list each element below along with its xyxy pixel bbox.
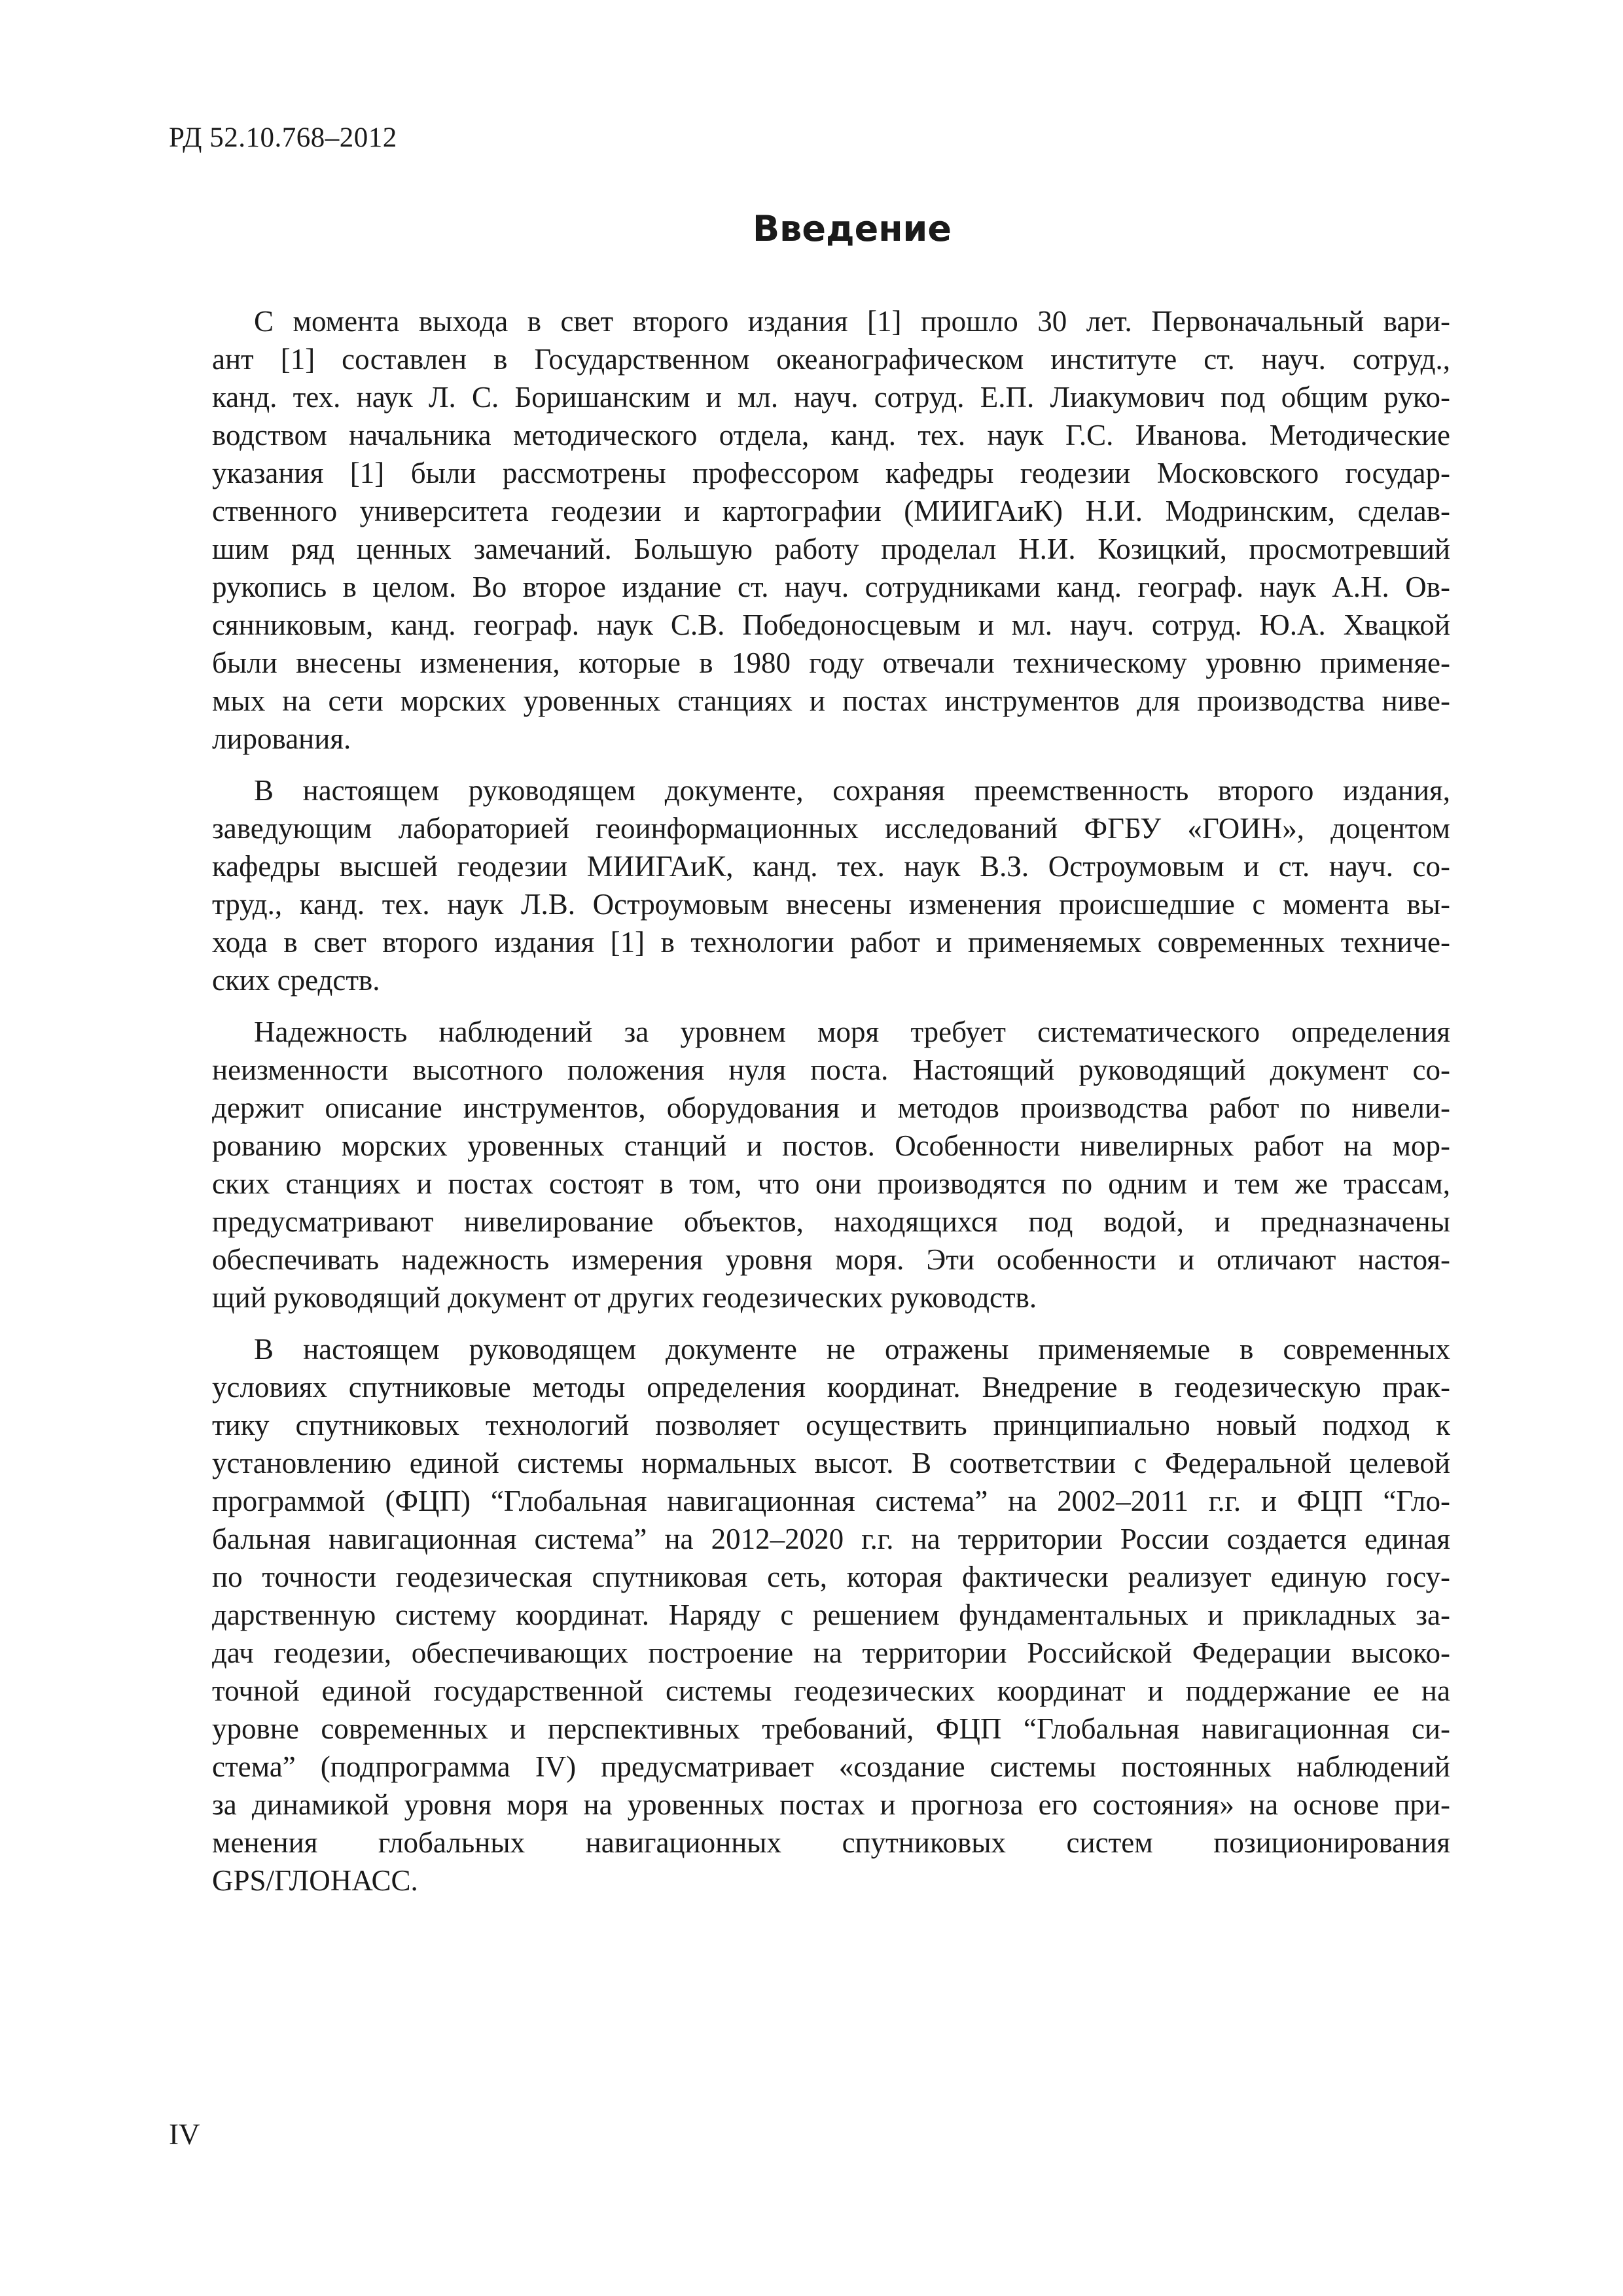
paragraph-line: программой (ФЦП) “Глобальная навигационная система” на 2002–2011 г.г. и ФЦП “Гло- (212, 1485, 1450, 1517)
paragraph (212, 1330, 1450, 1899)
paragraph-line: неизменности высотного положения нуля поста. Настоящий руководящий документ со- (212, 1053, 1450, 1086)
paragraph-line: дарственную систему координат. Наряду с решением фундаментальных и прикладных за- (212, 1598, 1450, 1631)
paragraph-line: мых на сети морских уровенных станциях и постах инструментов для производства нивe- (212, 684, 1450, 717)
paragraph-line: предусматривают нивелирование объектов, находящихся под водой, и предназначены (212, 1205, 1450, 1238)
paragraph-line: условиях спутниковые методы определения координат. Внедрение в геодезическую прак- (212, 1371, 1450, 1404)
page-number: IV (169, 2118, 200, 2151)
paragraph-line: указания [1] были рассмотрены профессором кафедры геодезии Московского государ- (212, 457, 1450, 489)
paragraph-line: рукопись в целом. Во второе издание ст. науч. сотрудниками канд. географ. наук А.Н. Ов- (212, 571, 1450, 603)
paragraph-line: сянниковым, канд. географ. наук С.В. Победоносцевым и мл. науч. сотруд. Ю.А. Хвацкой (212, 609, 1450, 641)
paragraph-line: стема” (подпрограмма IV) предусматривает «создание системы постоянных наблюдений (212, 1750, 1450, 1783)
section-title: Введение (753, 208, 952, 249)
paragraph-line: обеспечивать надежность измерения уровня моря. Эти особенности и отличают настоя- (212, 1243, 1450, 1276)
document-code: РД 52.10.768–2012 (169, 122, 397, 153)
paragraph-line: ственного университета геодезии и картографии (МИИГАиК) Н.И. Модринским, сделав- (212, 495, 1450, 527)
paragraph-line: держит описание инструментов, оборудования и методов производства работ по нивели- (212, 1091, 1450, 1124)
paragraph-line: дач геодезии, обеспечивающих построение на территории Российской Федерации высоко- (212, 1636, 1450, 1669)
paragraph (212, 1013, 1450, 1316)
paragraph-line: В настоящем руководящем документе, сохраняя преемственность второго издания, (254, 774, 1450, 807)
paragraph (212, 771, 1450, 999)
paragraph-line: водством начальника методического отдела, канд. тех. наук Г.С. Иванова. Методические (212, 419, 1450, 451)
paragraph-line: менения глобальных навигационных спутниковых систем позиционирования (212, 1826, 1450, 1859)
paragraph-line: по точности геодезическая спутниковая сеть, которая фактически реализует единую госу- (212, 1561, 1450, 1593)
paragraph-line: бальная навигационная система” на 2012–2020 г.г. на территории России создается единая (212, 1523, 1450, 1555)
paragraph (212, 302, 1450, 758)
paragraph-line: точной единой государственной системы геодезических координат и поддержание ее на (212, 1674, 1450, 1707)
paragraph-line: за динамикой уровня моря на уровенных постах и прогноза его состояния» на основе при- (212, 1788, 1450, 1821)
paragraph-line: ских станциях и постах состоят в том, что они производятся по одним и тем же трассам, (212, 1167, 1450, 1200)
paragraph-line: заведующим лабораторией геоинформационных исследований ФГБУ «ГОИН», доцентом (212, 812, 1450, 845)
paragraph-line: ант [1] составлен в Государственном океанографическом институте ст. науч. сотруд., (212, 343, 1450, 376)
paragraph-line: рованию морских уровенных станций и постов. Особенности нивелирных работ на мор- (212, 1129, 1450, 1162)
paragraph-line: установлению единой системы нормальных высот. В соответствии с Федеральной целевой (212, 1447, 1450, 1479)
document-body (212, 302, 1450, 1913)
paragraph-line: труд., канд. тех. наук Л.В. Остроумовым внесены изменения происшедшие с момента вы- (212, 888, 1450, 921)
paragraph-line: хода в свет второго издания [1] в технологии работ и применяемых современных техниче- (212, 926, 1450, 959)
paragraph-line: уровне современных и перспективных требований, ФЦП “Глобальная навигационная си- (212, 1712, 1450, 1745)
paragraph-line: Надежность наблюдений за уровнем моря требует систематического определения (254, 1016, 1450, 1048)
paragraph-line: кафедры высшей геодезии МИИГАиК, канд. тех. наук В.З. Остроумовым и ст. науч. со- (212, 850, 1450, 883)
paragraph-line: были внесены изменения, которые в 1980 году отвечали техническому уровню применяе- (212, 646, 1450, 679)
paragraph-line: GPS/ГЛОНАСС. (212, 1864, 418, 1897)
paragraph-line: канд. тех. наук Л. С. Боришанским и мл. науч. сотруд. Е.П. Лиакумович под общим руко- (212, 381, 1450, 414)
paragraph-line: шим ряд ценных замечаний. Большую работу проделал Н.И. Козицкий, просмотревший (212, 533, 1450, 565)
paragraph-line: щий руководящий документ от других геодезических руководств. (212, 1281, 1037, 1314)
paragraph-line: В настоящем руководящем документе не отражены применяемые в современных (254, 1333, 1450, 1366)
paragraph-line: тику спутниковых технологий позволяет осуществить принципиально новый подход к (212, 1409, 1450, 1441)
paragraph-line: лирования. (212, 722, 351, 755)
paragraph-line: ских средств. (212, 964, 380, 997)
paragraph-line: С момента выхода в свет второго издания [1] прошло 30 лет. Первоначальный вари- (254, 305, 1450, 338)
